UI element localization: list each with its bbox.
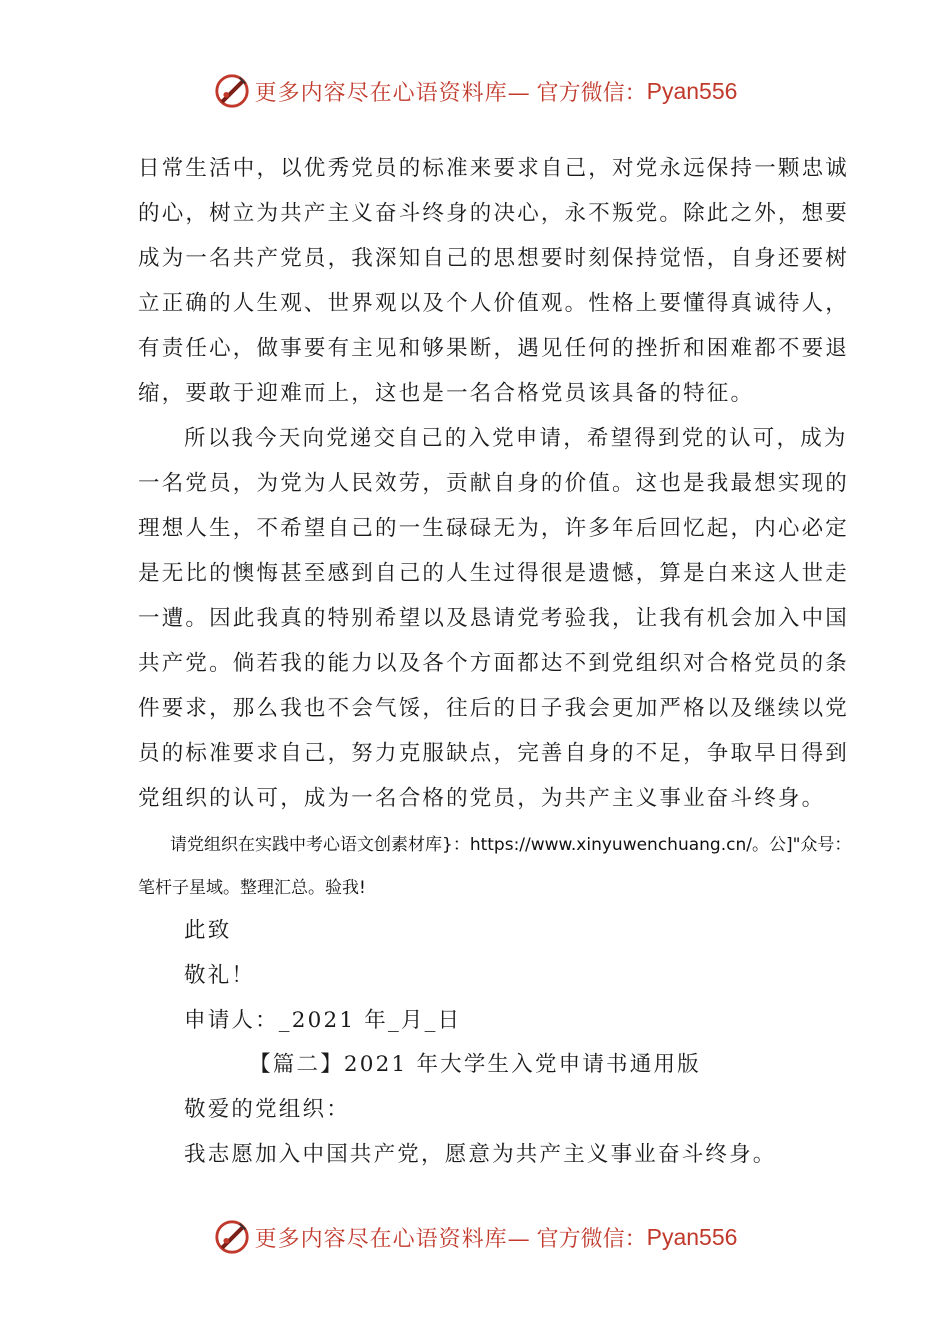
insert-line: 请党组织在实践中考心语文创素材库}：https://www.xinyuwenchuang.cn/。公]"众号： (170, 835, 852, 855)
body-line: 一名党员，为党为人民效劳，贡献自身的价值。这也是我最想实现的 (138, 471, 850, 496)
body-line: 共产党。倘若我的能力以及各个方面都达不到党组织对合格党员的条 (138, 651, 850, 676)
body-line: 一遭。因此我真的特别希望以及恳请党考验我，让我有机会加入中国 (138, 606, 850, 631)
body-line: 件要求，那么我也不会气馁，往后的日子我会更加严格以及继续以党 (138, 696, 850, 721)
logo-icon (213, 72, 251, 110)
body-line: 日常生活中，以优秀党员的标准来要求自己，对党永远保持一颗忠诚 (138, 156, 850, 181)
body-line: 所以我今天向党递交自己的入党申请，希望得到党的认可，成为 (184, 426, 848, 451)
footer-banner (0, 1212, 950, 1262)
body-line: 的心，树立为共产主义奋斗终身的决心，永不叛党。除此之外，想要 (138, 201, 850, 226)
salutation: 敬爱的党组织： (184, 1097, 350, 1122)
body-line: 员的标准要求自己，努力克服缺点，完善自身的不足，争取早日得到 (138, 741, 850, 766)
insert-line: 笔杆子星域。整理汇总。验我! (138, 878, 366, 898)
banner-text: 更多内容尽在心语资料库— (254, 1226, 531, 1252)
body-line: 是无比的懊悔甚至感到自己的人生过得很是遗憾，算是白来这人世走 (138, 561, 850, 586)
logo-icon (213, 1218, 251, 1256)
banner-wechat-label: 官方微信： (536, 80, 647, 106)
body-line: 党组织的认可，成为一名合格的党员，为共产主义事业奋斗终身。 (138, 786, 826, 811)
body-line: 立正确的人生观、世界观以及个人价值观。性格上要懂得真诚待人， (138, 291, 850, 316)
closing-cizhi: 此致 (184, 918, 232, 943)
body-line: 有责任心，做事要有主见和够果断，遇见任何的挫折和困难都不要退 (138, 336, 850, 361)
banner-wechat-id: Pyan556 (646, 1223, 738, 1250)
body-line: 缩，要敢于迎难而上，这也是一名合格党员该具备的特征。 (138, 381, 755, 406)
banner-text: 更多内容尽在心语资料库— (254, 80, 531, 106)
applicant-signature: 申请人：_2021 年_月_日 (184, 1008, 462, 1033)
section-title: 【篇二】2021 年大学生入党申请书通用版 (249, 1052, 701, 1077)
body-line: 理想人生，不希望自己的一生碌碌无为，许多年后回忆起，内心必定 (138, 516, 850, 541)
banner-wechat-label: 官方微信： (536, 1226, 647, 1252)
banner-wechat-id: Pyan556 (646, 77, 738, 104)
header-banner (0, 66, 950, 116)
opening-line: 我志愿加入中国共产党，愿意为共产主义事业奋斗终身。 (184, 1142, 777, 1167)
body-line: 成为一名共产党员，我深知自己的思想要时刻保持觉悟，自身还要树 (138, 246, 850, 271)
closing-jingli: 敬礼！ (184, 963, 256, 988)
